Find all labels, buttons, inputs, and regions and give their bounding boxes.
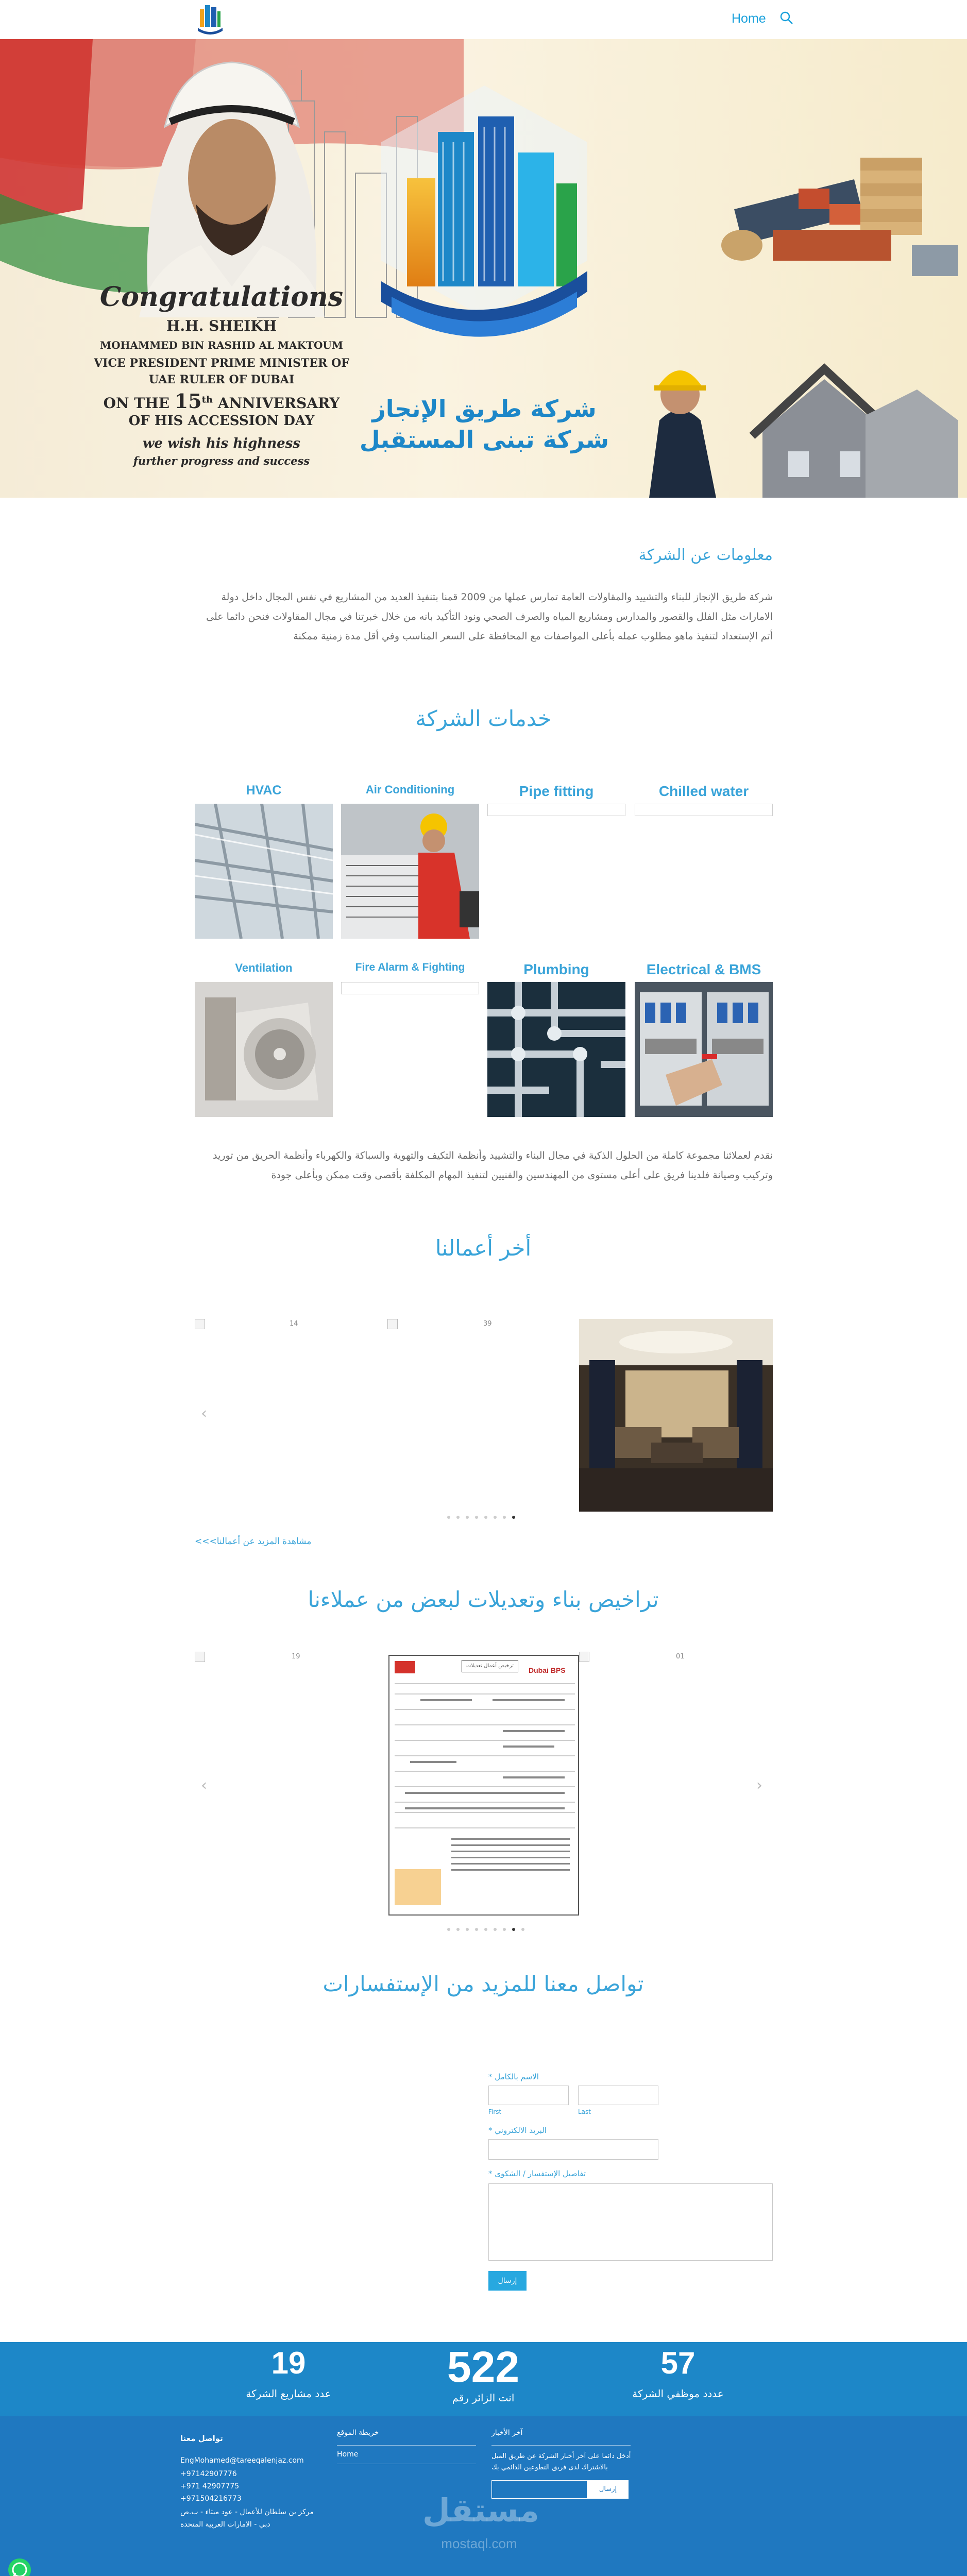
hero-slider	[0, 39, 967, 498]
service-card-electrical-bms[interactable]	[635, 961, 773, 1117]
hero-accession: OF HIS ACCESSION DAY	[128, 413, 315, 429]
name-label: الاسم بالكامل *	[488, 2072, 539, 2081]
hero-anniv-num: 15	[174, 389, 202, 413]
nav-home-link[interactable]: Home	[732, 11, 766, 26]
about-title: معلومات عن الشركة	[638, 546, 773, 564]
service-title: Chilled water	[658, 783, 749, 799]
licenses-slider-dots	[447, 1928, 524, 1931]
first-sublabel: First	[488, 2108, 502, 2115]
service-card-chilled-water[interactable]	[635, 783, 773, 816]
slider-dot[interactable]	[521, 1928, 524, 1931]
contact-title: تواصل معنا للمزيد من الإستفسارات	[323, 1971, 644, 1996]
hero-wish2: further progress and success	[133, 454, 310, 467]
footer-news-title: آخر الأخبار	[491, 2429, 523, 2437]
slider-dot[interactable]	[456, 1516, 460, 1519]
work-caption: 14	[290, 1320, 298, 1328]
hero-congrats: Congratulations	[99, 281, 344, 313]
slider-dot[interactable]	[475, 1928, 478, 1931]
work-image-broken[interactable]	[387, 1319, 398, 1329]
slider-dot[interactable]	[466, 1928, 469, 1931]
email-input[interactable]	[488, 2139, 658, 2160]
construction-materials-image	[706, 127, 963, 312]
service-card-plumbing[interactable]	[487, 961, 625, 1117]
company-big-logo	[361, 75, 608, 343]
service-title: Air Conditioning	[365, 783, 455, 796]
license-caption: 01	[676, 1653, 685, 1660]
company-logo[interactable]	[196, 2, 225, 36]
service-image-hvac	[195, 804, 333, 939]
hero-vp-line: VICE PRESIDENT PRIME MINISTER OF	[94, 357, 349, 370]
footer-watermark: مستقل	[422, 2492, 539, 2529]
works-prev-arrow[interactable]: ‹	[201, 1404, 207, 1422]
slider-dot[interactable]	[503, 1928, 506, 1931]
slider-dot[interactable]	[447, 1928, 450, 1931]
footer-news-text1: أدخل دائما على آخر أخبار الشركة عن طريق الميل	[491, 2452, 631, 2460]
slider-dot[interactable]	[484, 1928, 487, 1931]
service-card-hvac[interactable]	[195, 783, 333, 939]
service-image-electrical	[635, 982, 773, 1117]
hero-company-ar1: شركة طريق الإنجاز	[372, 395, 597, 422]
service-image-chilled-water	[635, 804, 773, 816]
stat-visitors-label: انت الزائر رقم	[452, 2392, 515, 2404]
footer-sitemap-title: خريطة الموقع	[337, 2429, 379, 2437]
service-title: HVAC	[246, 783, 282, 798]
last-name-input[interactable]	[578, 2086, 658, 2105]
footer-phone1[interactable]: +97142907776	[180, 2470, 237, 2478]
footer-email[interactable]: EngMohamed@tareeqalenjaz.com	[180, 2456, 304, 2465]
stat-employees-number: 57	[660, 2346, 695, 2380]
slider-dot[interactable]	[484, 1516, 487, 1519]
hero-ruler: UAE RULER OF DUBAI	[148, 373, 295, 386]
works-slider-dots	[447, 1516, 515, 1519]
hero-name: MOHAMMED BIN RASHID AL MAKTOUM	[100, 339, 343, 351]
work-caption: 39	[483, 1320, 492, 1328]
service-image-fire-alarm	[341, 982, 479, 994]
footer-phone2[interactable]: +971 42907775	[180, 2482, 240, 2490]
licenses-next-arrow[interactable]: ›	[756, 1776, 762, 1794]
footer-divider	[337, 2445, 476, 2446]
service-card-pipe-fitting[interactable]	[487, 783, 625, 816]
hero-anniv-post: ANNIVERSARY	[217, 395, 340, 412]
service-image-air-conditioning	[341, 804, 479, 939]
works-title: أخر أعمالنا	[435, 1235, 532, 1261]
search-icon[interactable]	[779, 10, 794, 26]
first-name-input[interactable]	[488, 2086, 569, 2105]
footer-news-text2: بالاشتراك لدى فريق التطوعين الدائمي بك	[491, 2464, 608, 2471]
slider-dot[interactable]	[494, 1928, 497, 1931]
email-label: البريد الالكتروني *	[488, 2126, 547, 2135]
message-textarea[interactable]	[488, 2183, 773, 2261]
service-title: Ventilation	[235, 961, 293, 974]
hero-sheikh: H.H. SHEIKH	[166, 317, 277, 334]
hero-anniv-pre: ON THE	[103, 395, 169, 412]
service-title: Fire Alarm & Fighting	[355, 961, 465, 973]
works-more-link[interactable]: <<<مشاهدة المزيد عن أعمالنا	[195, 1536, 312, 1547]
license-document[interactable]	[388, 1655, 579, 1916]
hero-wish1: we wish his highness	[143, 436, 300, 451]
service-image-plumbing	[487, 982, 625, 1117]
hero-anniversary	[93, 389, 350, 413]
license-image-broken[interactable]	[195, 1652, 205, 1662]
about-text: شركة طريق الإنجاز للبناء والتشييد والمقاولات العامة تمارس عملها من 2009 قمنا بتنفيذ العديد من المشاريع في نفس المجال داخل دولة الامارات مثل الفلل والقصور والمدارس ومشاريع المياه والصرف الصحي ونود التأكيد بانه من خلال خبرتنا في مجال المقاولات فنحن دائما على أتم الإستعداد لتنفيذ ماهو مطلوب عمله بأعلى المواصفات مع المحافظة على السعر المناسب وفي أقل مدة زمنية ممكنة	[206, 591, 773, 642]
footer-divider	[491, 2445, 631, 2446]
message-label: تفاصيل الإستفسار / الشكوى *	[488, 2169, 586, 2178]
service-title: Electrical & BMS	[646, 961, 761, 977]
work-image-interior[interactable]	[579, 1319, 773, 1512]
footer-contact-title: تواصل معنا	[180, 2434, 223, 2443]
portrait-image	[118, 49, 340, 317]
stat-visitors-number: 522	[447, 2343, 520, 2391]
footer-phone3[interactable]: +971504216773	[180, 2495, 242, 2503]
slider-dot[interactable]	[503, 1516, 506, 1519]
licenses-title: تراخيص بناء وتعديلات لبعض من عملاءنا	[308, 1587, 659, 1612]
footer-address2: دبي - الامارات العربية المتحدة	[180, 2520, 270, 2529]
service-image-pipe-fitting	[487, 804, 625, 816]
subscribe-button[interactable]: إرسال	[587, 2480, 629, 2499]
slider-dot[interactable]	[466, 1516, 469, 1519]
hero-company-ar2: شركة تبنى المستقبل	[359, 426, 609, 453]
footer-watermark-sub: mostaql.com	[441, 2536, 517, 2551]
footer	[0, 2416, 967, 2576]
slider-dot[interactable]	[494, 1516, 497, 1519]
slider-dot[interactable]	[475, 1516, 478, 1519]
stats-band	[0, 2342, 967, 2416]
engineer-house-image	[639, 338, 958, 498]
submit-button[interactable]: إرسال	[488, 2271, 527, 2291]
doc-header: Dubai BPS	[529, 1666, 566, 1674]
hero-anniv-sup: th	[201, 394, 213, 405]
license-image-broken[interactable]	[579, 1652, 589, 1662]
service-card-ventilation[interactable]	[195, 961, 333, 1117]
licenses-prev-arrow[interactable]: ‹	[201, 1776, 207, 1794]
doc-form-lines	[389, 1679, 579, 1916]
footer-sitemap-home[interactable]: Home	[337, 2450, 359, 2459]
footer-address1: مركز بن سلطان للأعمال - عود ميثاء - ب.ص	[180, 2508, 314, 2516]
stat-projects-label: عدد مشاريع الشركة	[246, 2387, 331, 2400]
service-card-air-conditioning[interactable]	[341, 783, 479, 939]
whatsapp-icon[interactable]	[8, 2558, 31, 2576]
service-image-ventilation	[195, 982, 333, 1117]
doc-subtitle: ترخيص أعمال تعديلات	[462, 1660, 518, 1672]
slider-dot[interactable]	[512, 1516, 515, 1519]
last-sublabel: Last	[578, 2108, 591, 2115]
slider-dot[interactable]	[512, 1928, 515, 1931]
dubai-logo	[395, 1661, 415, 1673]
stat-projects-number: 19	[271, 2346, 306, 2380]
stat-employees-label: عددد موظفي الشركة	[632, 2387, 724, 2400]
top-navbar	[0, 0, 967, 39]
work-image-broken[interactable]	[195, 1319, 205, 1329]
service-title: Pipe fitting	[519, 783, 594, 799]
slider-dot[interactable]	[447, 1516, 450, 1519]
services-description: نقدم لعملائنا مجموعة كاملة من الحلول الذكية في مجال البناء والتشييد وأنظمة التكيف والتهوية والسباكة والكهرباء وأنظمة الحريق من توريد وتركيب وصيانة فلدينا فريق على أعلى مستوى من المهندسين والفنيين لتنفيذ المهام المكلفة بأقصى وقت ممكن وبأعلى جودة	[213, 1150, 773, 1181]
service-title: Plumbing	[523, 961, 589, 977]
services-title: خدمات الشركة	[415, 706, 551, 731]
slider-dot[interactable]	[456, 1928, 460, 1931]
service-card-fire-alarm[interactable]	[341, 961, 479, 994]
license-caption: 19	[292, 1653, 300, 1660]
